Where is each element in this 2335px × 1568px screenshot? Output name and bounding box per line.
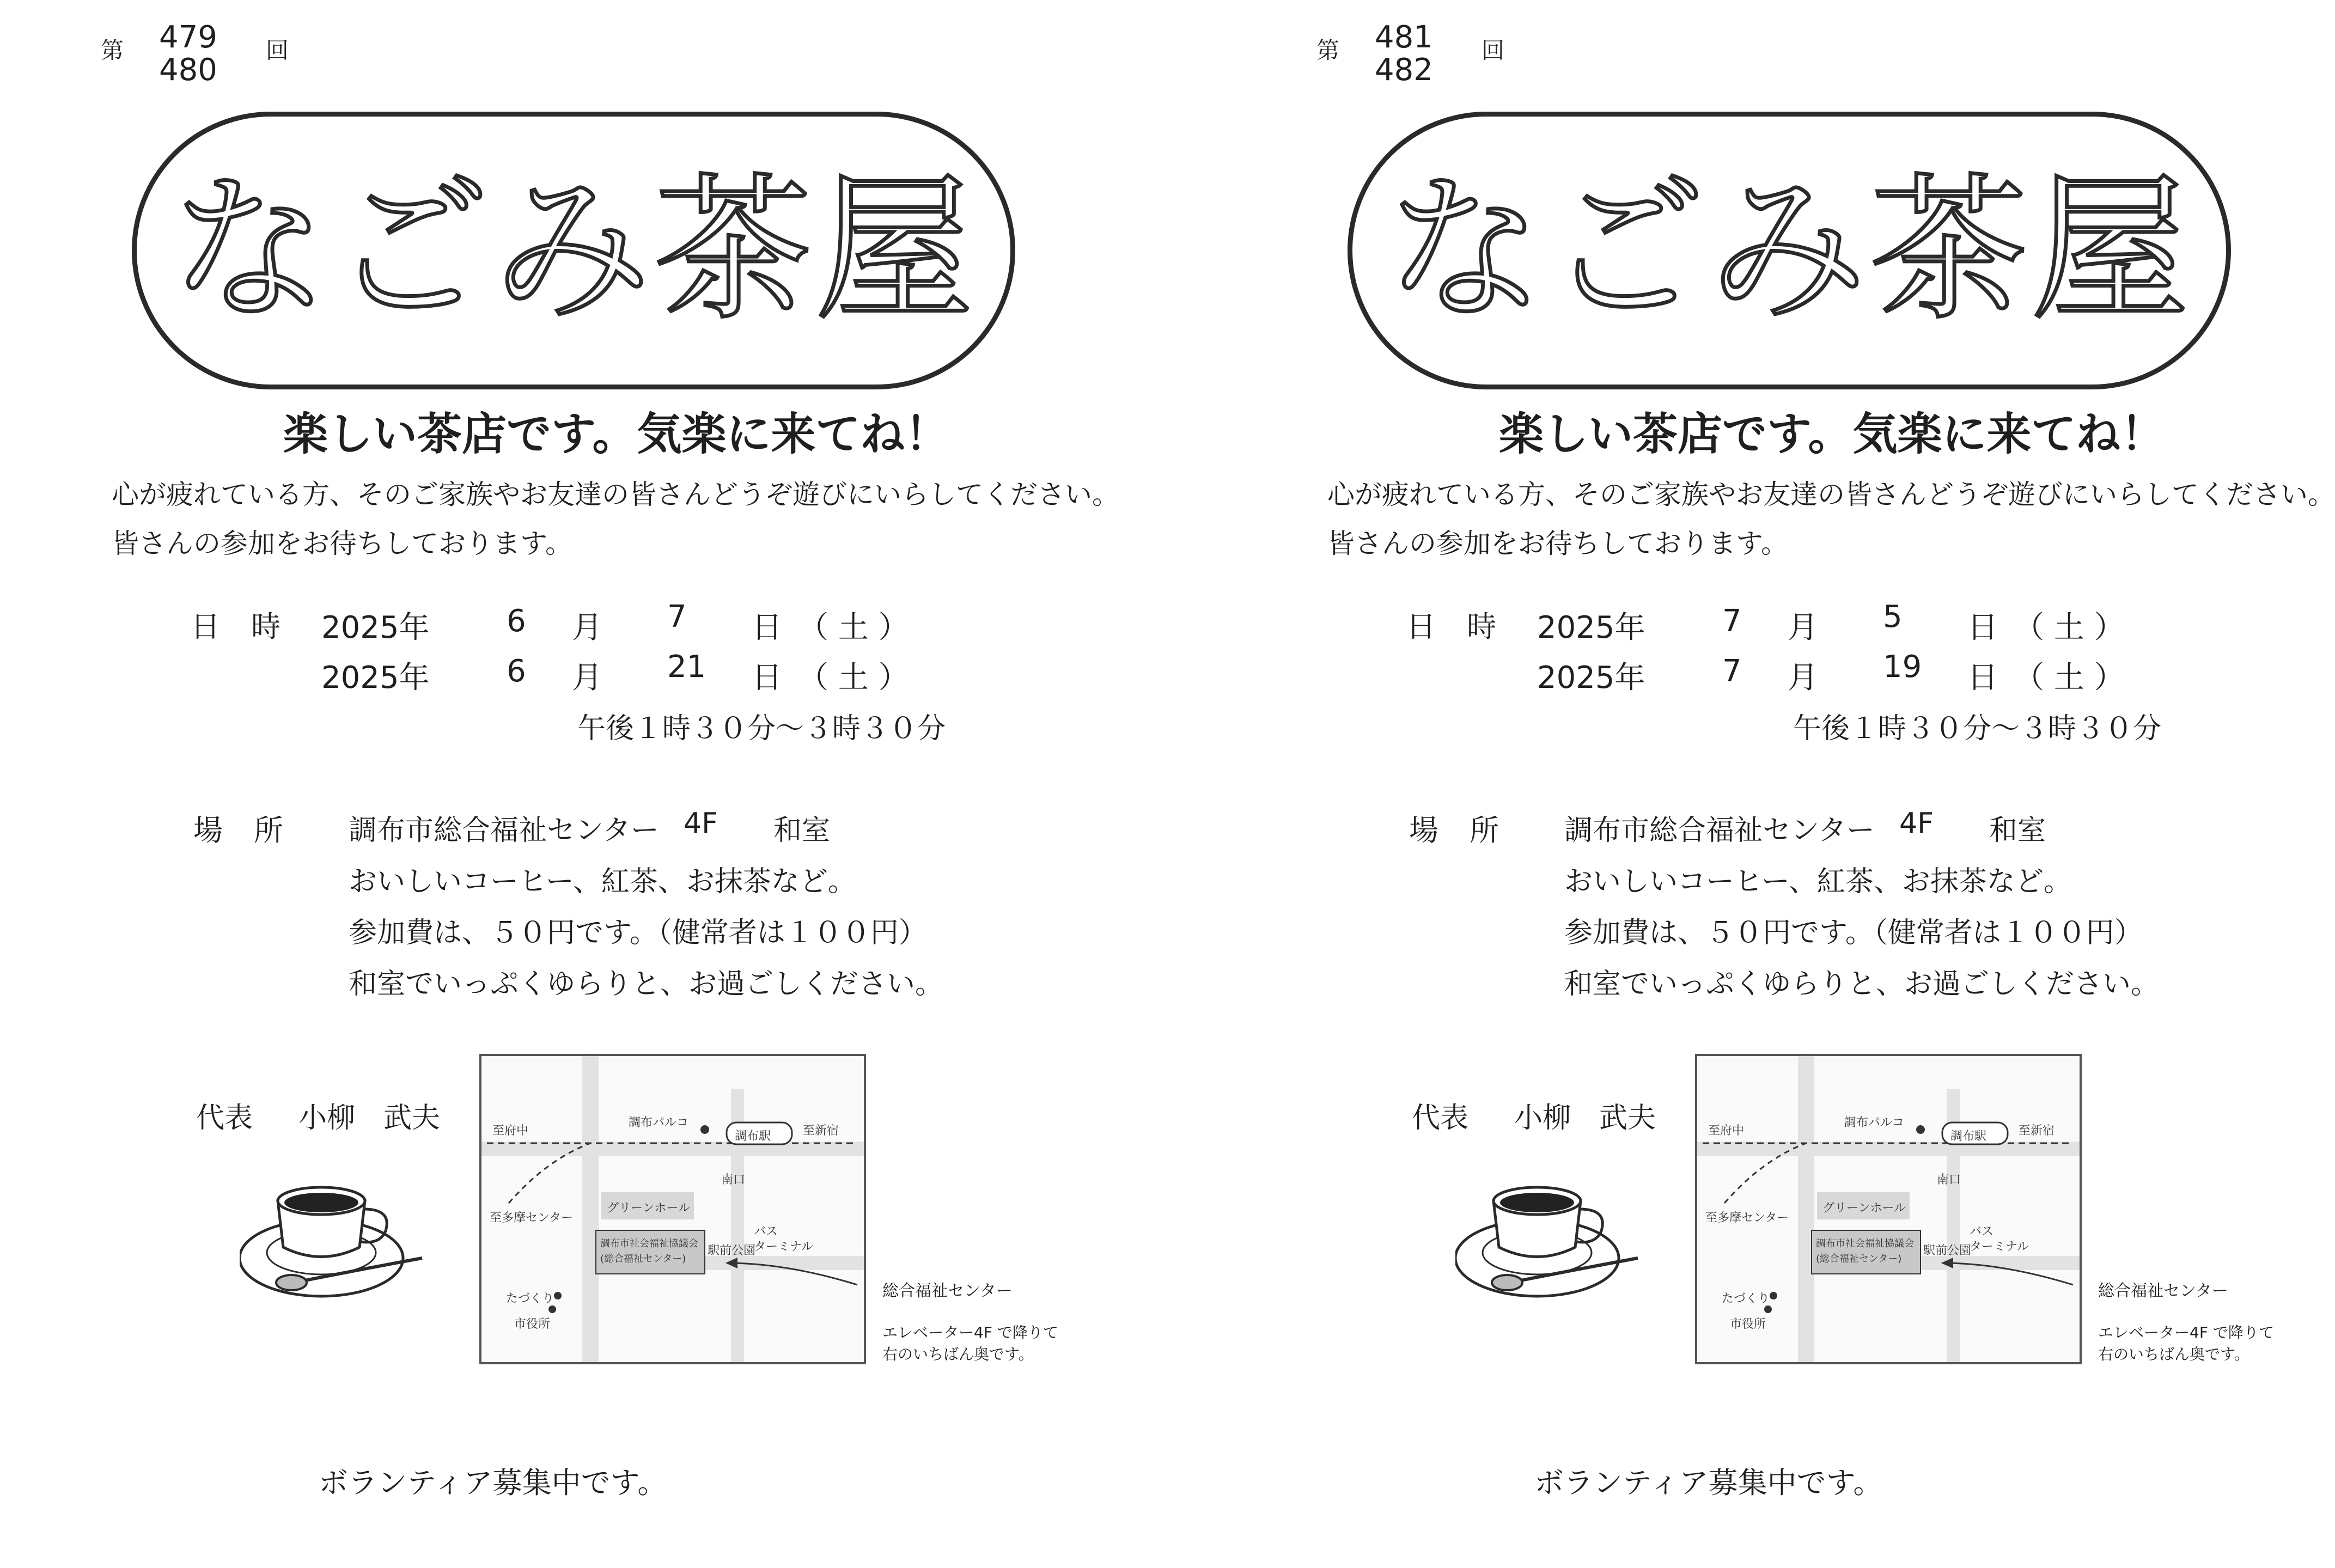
- subtitle: 楽しい茶店です。気楽に来てね！: [283, 408, 950, 460]
- map-note-line-2: 右のいちばん奥です。: [882, 1345, 1034, 1363]
- representative-name: 小柳 武夫: [298, 1102, 441, 1134]
- issue-suffix: 回: [1482, 37, 1505, 64]
- map-note-title: 総合福祉センター: [2098, 1282, 2228, 1301]
- map-label-tazukuri: たづくり: [506, 1292, 554, 1305]
- date-2-month-unit: 月: [1788, 660, 1818, 695]
- date-1-day-unit: 日: [1967, 610, 1998, 645]
- issue-prefix: 第: [101, 37, 124, 64]
- flyer-page-right: [1216, 0, 2335, 1568]
- info-line-3: 和室でいっぷくゆらりと、お過ごしください。: [1564, 968, 2160, 1000]
- map-label-bus-1: バス: [754, 1225, 778, 1238]
- date-2-month: 6: [507, 654, 526, 689]
- location-map: [1695, 1054, 2082, 1364]
- date-1-month-unit: 月: [1788, 610, 1818, 645]
- date-2-weekday: （ 土 ）: [798, 660, 909, 695]
- volunteer-notice: ボランティア募集中です。: [1534, 1466, 1883, 1500]
- map-label-shinjuku: 至新宿: [2019, 1124, 2055, 1138]
- info-line-1: おいしいコーヒー、紅茶、お抹茶など。: [1564, 865, 2072, 898]
- map-label-tama: 至多摩センター: [490, 1211, 574, 1225]
- place-name: 調布市総合福祉センター: [1564, 814, 1875, 847]
- map-note-line-1: エレベーター4F で降りて: [882, 1323, 1058, 1341]
- map-label-bus-1: バス: [1970, 1225, 1994, 1238]
- date-1-weekday: （ 土 ）: [798, 610, 909, 645]
- representative-name: 小柳 武夫: [1514, 1102, 1656, 1134]
- map-label-fuchu: 至府中: [1708, 1124, 1745, 1138]
- date-1-day: 5: [1883, 599, 1903, 634]
- representative-label: 代表: [196, 1102, 253, 1134]
- map-label-green-hall: グリーンホール: [607, 1201, 691, 1215]
- issue-number-second: 480: [159, 52, 217, 88]
- info-line-2: 参加費は、５０円です。（健常者は１００円）: [1564, 917, 2143, 949]
- map-note-title: 総合福祉センター: [882, 1282, 1013, 1301]
- date-2-month-unit: 月: [572, 660, 602, 695]
- map-note-line-2: 右のいちばん奥です。: [2098, 1345, 2249, 1363]
- map-label-south-exit: 南口: [721, 1173, 746, 1187]
- issue-prefix: 第: [1316, 37, 1340, 64]
- map-label-park: 駅前公園: [708, 1244, 756, 1258]
- place-room: 和室: [773, 814, 831, 847]
- date-2-day-unit: 日: [1967, 660, 1998, 695]
- map-label-center-2: (総合福祉センター): [1816, 1253, 1902, 1265]
- place-label: 場 所: [1409, 813, 1510, 847]
- map-label-parco: 調布パルコ: [1844, 1116, 1905, 1130]
- time-range: 午後１時３０分～３時３０分: [577, 712, 946, 745]
- date-1-year: 2025年: [1537, 610, 1645, 645]
- place-floor: 4F: [684, 807, 718, 840]
- place-floor: 4F: [1899, 807, 1934, 840]
- info-line-1: おいしいコーヒー、紅茶、お抹茶など。: [349, 865, 856, 898]
- page-title: なごみ茶屋: [170, 158, 977, 342]
- map-label-center-1: 調布市社会福祉協議会: [600, 1238, 698, 1249]
- intro-line-2: 皆さんの参加をお待ちしております。: [1327, 528, 1788, 559]
- info-line-3: 和室でいっぷくゆらりと、お過ごしください。: [349, 968, 944, 1000]
- date-1-weekday: （ 土 ）: [2014, 610, 2125, 645]
- map-label-city-hall: 市役所: [514, 1317, 551, 1331]
- issue-number-second: 482: [1375, 52, 1433, 88]
- date-2-day: 19: [1883, 649, 1922, 685]
- date-2-year: 2025年: [1537, 660, 1645, 695]
- subtitle: 楽しい茶店です。気楽に来てね！: [1499, 408, 2166, 460]
- map-label-park: 駅前公園: [1923, 1244, 1972, 1258]
- map-label-parco: 調布パルコ: [629, 1116, 689, 1130]
- coffee-cup-icon: [240, 1171, 430, 1307]
- intro-line-1: 心が疲れている方、そのご家族やお友達の皆さんどうぞ遊びにいらしてください。: [112, 479, 1119, 510]
- map-label-south-exit: 南口: [1937, 1173, 1961, 1187]
- map-label-center-1: 調布市社会福祉協議会: [1816, 1238, 1914, 1249]
- issue-number-first: 481: [1375, 20, 1433, 55]
- info-line-2: 参加費は、５０円です。（健常者は１００円）: [349, 917, 927, 949]
- flyer-page-left: [0, 0, 1166, 1568]
- date-1-month-unit: 月: [572, 610, 602, 645]
- date-label: 日 時: [1406, 609, 1508, 644]
- map-label-bus-2: ターミナル: [754, 1240, 813, 1254]
- date-1-month: 6: [507, 603, 526, 639]
- map-label-green-hall: グリーンホール: [1822, 1201, 1906, 1215]
- date-1-day: 7: [667, 599, 687, 634]
- date-1-month: 7: [1722, 603, 1742, 639]
- map-note-line-1: エレベーター4F で降りて: [2098, 1323, 2274, 1341]
- place-name: 調布市総合福祉センター: [349, 814, 659, 847]
- volunteer-notice: ボランティア募集中です。: [319, 1466, 667, 1500]
- title-banner: [132, 112, 1015, 389]
- place-label: 場 所: [193, 813, 295, 847]
- map-label-city-hall: 市役所: [1730, 1317, 1766, 1331]
- date-2-weekday: （ 土 ）: [2014, 660, 2125, 695]
- date-2-day: 21: [667, 649, 706, 685]
- title-banner: [1348, 112, 2231, 389]
- map-label-fuchu: 至府中: [492, 1124, 529, 1138]
- map-label-tama: 至多摩センター: [1705, 1211, 1789, 1225]
- place-room: 和室: [1989, 814, 2046, 847]
- map-label-shinjuku: 至新宿: [803, 1124, 839, 1138]
- date-2-year: 2025年: [321, 660, 430, 695]
- map-label-station: 調布駅: [735, 1130, 771, 1143]
- time-range: 午後１時３０分～３時３０分: [1793, 712, 2162, 745]
- date-1-year: 2025年: [321, 610, 430, 645]
- location-map: [479, 1054, 866, 1364]
- issue-number-first: 479: [159, 20, 217, 55]
- issue-suffix: 回: [266, 37, 289, 64]
- map-label-bus-2: ターミナル: [1970, 1240, 2029, 1254]
- coffee-cup-icon: [1455, 1171, 1646, 1307]
- date-label: 日 時: [191, 609, 292, 644]
- date-2-day-unit: 日: [752, 660, 782, 695]
- representative-label: 代表: [1412, 1102, 1469, 1134]
- map-label-tazukuri: たづくり: [1722, 1292, 1770, 1305]
- intro-line-2: 皆さんの参加をお待ちしております。: [112, 528, 572, 559]
- date-2-month: 7: [1722, 654, 1742, 689]
- date-1-day-unit: 日: [752, 610, 782, 645]
- map-label-center-2: (総合福祉センター): [600, 1253, 686, 1265]
- map-label-station: 調布駅: [1950, 1130, 1987, 1143]
- intro-line-1: 心が疲れている方、そのご家族やお友達の皆さんどうぞ遊びにいらしてください。: [1327, 479, 2335, 510]
- page-title: なごみ茶屋: [1386, 158, 2192, 342]
